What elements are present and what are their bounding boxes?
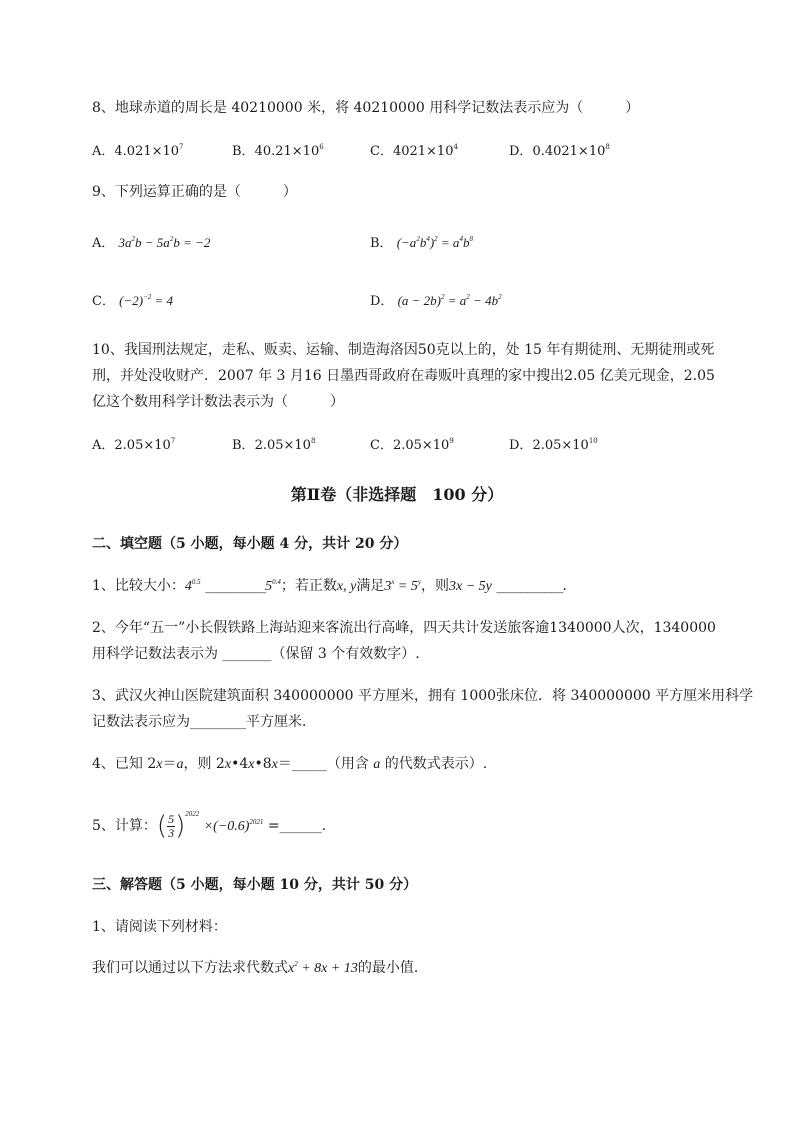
q4-part: ＝_____（用含: [277, 756, 369, 772]
fill-q3-line-1: 3、武汉火神山医院建筑面积 340000000 平方厘米，拥有 1000张床位．将 340000000 平方厘米用科学: [92, 688, 754, 704]
option-label: A．: [92, 438, 115, 453]
fill-q4: [92, 754, 487, 775]
q4-part: 4、已知 2: [92, 756, 157, 772]
option-exponent: 4: [453, 143, 458, 151]
fill-q2-line-2: 用科学记数法表示为 _______（保留 3 个有效数字）.: [92, 646, 420, 662]
q10-line-3: 亿这个数用科学计数法表示为（ ）: [92, 394, 344, 410]
option-exponent: 7: [179, 143, 184, 151]
q8-option-d[interactable]: [509, 142, 610, 162]
q10-line-2: 刑，并处没收财产．2007 年 3 月16 日墨西哥政府在毒贩叶真理的家中搜出2.05 亿美元现金，2.05: [92, 368, 715, 384]
q4-part: 的代数式表示）.: [384, 756, 488, 772]
q1-mid-2: 满足: [356, 578, 385, 594]
fill-in-section-heading: 二、填空题（5 小题，每小题 4 分，共计 20 分）: [92, 536, 408, 552]
q10-option-c[interactable]: [370, 436, 454, 456]
option-exponent: 8: [310, 437, 316, 445]
fill-q3-line-2: 记数法表示应为________平方厘米．: [92, 714, 316, 730]
q1-mid: ；若正数: [280, 578, 337, 594]
q1-math-3: x, y: [336, 579, 357, 594]
option-exponent: 10: [588, 437, 598, 445]
option-exponent: 8: [605, 143, 610, 151]
option-math: $(-a^2b^4)^2 = a^4b^8$: [396, 235, 473, 250]
q4-var: a: [373, 757, 381, 772]
q4-var: x: [248, 757, 255, 772]
part-2-title: 第Ⅱ卷（非选择题 100 分）: [290, 485, 504, 504]
option-label: C．: [370, 144, 393, 159]
q10-line-1: 10、我国刑法规定，走私、贩卖、运输、制造海洛因50克以上的，处 15 年有期徒刑、无期徒刑或死: [92, 342, 715, 358]
q4-part: ，则 2: [183, 756, 225, 772]
q8-option-c[interactable]: [370, 142, 458, 162]
q4-var: x: [271, 757, 278, 772]
option-math: $(-2)^{-2} = 4$: [119, 293, 174, 308]
s3-q1: 1、请阅读下列材料：: [92, 919, 227, 935]
option-base: 40.21×10: [254, 144, 320, 159]
q1-math-2: $5^{0.4}$: [265, 578, 281, 594]
q1-blank-1[interactable]: __________: [205, 578, 266, 594]
option-label: C．: [370, 438, 393, 453]
q4-part: •4: [231, 756, 249, 772]
option-label: D．: [370, 294, 394, 309]
option-base: 4.021×10: [114, 144, 180, 159]
option-math: $(a - 2b)^2 = a^2 - 4b^2$: [397, 293, 502, 308]
q8-option-a[interactable]: [92, 142, 184, 162]
q9-option-d[interactable]: [370, 291, 502, 312]
option-base: 0.4021×10: [532, 144, 606, 159]
q1-math-1: $4^{0.5}$: [184, 578, 201, 594]
fill-q5: [92, 806, 326, 847]
q8-stem: 8、地球赤道的周长是 40210000 米，将 40210000 用科学记数法表示应为（ ）: [92, 100, 640, 116]
option-label: C．: [92, 294, 115, 309]
q9-option-a[interactable]: [92, 233, 210, 254]
option-base: 2.05×10: [392, 438, 450, 453]
q8-option-b[interactable]: [232, 142, 324, 162]
option-exponent: 7: [170, 437, 176, 445]
fill-q1: [92, 576, 566, 597]
s3-q1-text: [92, 958, 428, 979]
q9-option-c[interactable]: [92, 291, 173, 312]
option-base: 2.05×10: [114, 438, 171, 453]
q10-option-d[interactable]: [509, 436, 598, 456]
option-base: 4021×10: [392, 144, 454, 159]
option-math: $3a^2b - 5a^2b = -2$: [118, 235, 211, 250]
fill-q2-line-1: 2、今年“五一”小长假铁路上海站迎来客流出行高峰，四天共计发送旅客逾1340000人次，1340000: [92, 620, 716, 636]
q4-var: a: [176, 757, 184, 772]
q4-part: ＝: [162, 756, 177, 772]
q4-var: x: [156, 757, 163, 772]
option-label: B．: [370, 236, 393, 251]
q5-right-paren: ): [175, 811, 186, 841]
s3-math: $x^2 + 8x + 13$: [288, 960, 358, 976]
q5-suffix[interactable]: =______.: [267, 818, 327, 834]
q5-prefix: 5、计算：: [92, 818, 157, 834]
s3-text-part: 的最小值．: [357, 960, 428, 976]
q1-math-4: $3^x = 5^y$: [384, 578, 421, 594]
q1-math-5: 3x − 5y: [448, 579, 492, 594]
option-exponent: 9: [449, 437, 454, 445]
q9-option-b[interactable]: [370, 233, 473, 254]
q5-fraction: $\frac{5}{3}$: [168, 811, 175, 840]
q4-var: x: [224, 757, 232, 772]
q10-option-a[interactable]: [92, 436, 175, 456]
q4-part: •8: [254, 756, 272, 772]
q1-prefix: 1、比较大小：: [92, 578, 185, 594]
option-exponent: 6: [319, 143, 324, 151]
q5-left-paren: (: [156, 811, 168, 841]
option-label: D．: [509, 438, 533, 453]
option-base: 2.05×10: [532, 438, 589, 453]
q1-mid-3: ，则: [420, 578, 449, 594]
option-label: D．: [509, 144, 533, 159]
q5-exp-1: 2022: [185, 810, 200, 818]
option-label: A．: [92, 144, 115, 159]
option-base: 2.05×10: [254, 438, 311, 453]
q5-math: $\times(-0.6)^{2021}$: [203, 818, 264, 834]
q10-option-b[interactable]: [232, 436, 315, 456]
option-label: A．: [92, 236, 115, 251]
q9-stem: 9、下列运算正确的是（ ）: [92, 184, 297, 200]
solution-section-heading: 三、解答题（5 小题，每小题 10 分，共计 50 分）: [92, 877, 418, 893]
option-label: B．: [232, 144, 255, 159]
q1-blank-2[interactable]: ___________.: [496, 578, 566, 594]
s3-text-part: 我们可以通过以下方法求代数式: [92, 960, 288, 976]
option-label: B．: [232, 438, 255, 453]
